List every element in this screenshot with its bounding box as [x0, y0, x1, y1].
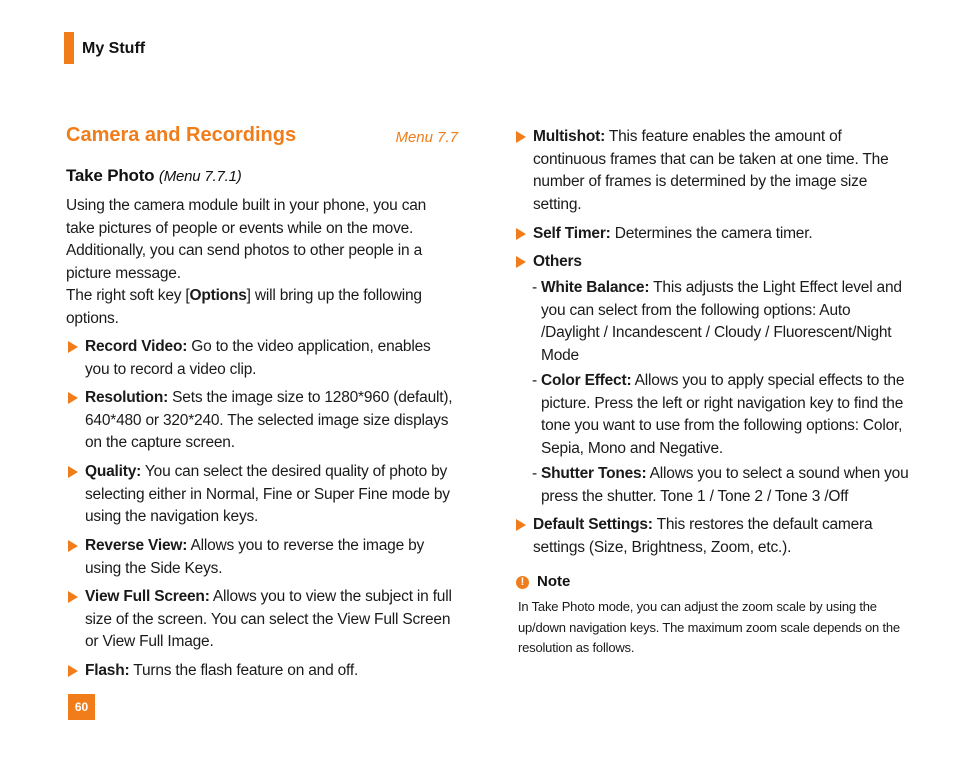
item-term: Record Video: [85, 338, 188, 355]
sub-list-item [532, 463, 912, 508]
triangle-bullet-icon [68, 392, 78, 404]
subsection-title [66, 166, 242, 186]
item-term: Self Timer: [533, 225, 611, 242]
note-text: In Take Photo mode, you can adjust the zoom scale by using the up/down navigation keys. The maximum zoom scale depends on the resolution as follows. [518, 599, 900, 655]
item-text: Sets the image size to 1280*960 (default), 640*480 or 320*240. The selected image size displays on the capture screen. [85, 389, 453, 451]
item-term: White Balance: [541, 279, 650, 296]
page-number: 60 [68, 694, 95, 720]
list-item [66, 586, 458, 654]
item-text: Allows you to apply special effects to the picture. Press the left or right navigation key to find the tone you want to use from the following options: Color, Sepia, Mono and Negative. [541, 372, 905, 457]
list-item [66, 660, 458, 683]
list-item [514, 514, 906, 559]
item-text: Allows you to select a sound when you press the shutter. Tone 1 / Tone 2 / Tone 3 /Off [541, 465, 909, 505]
list-item [514, 223, 906, 246]
list-item [66, 336, 458, 381]
triangle-bullet-icon [68, 591, 78, 603]
triangle-bullet-icon [516, 131, 526, 143]
item-text: This restores the default camera settings (Size, Brightness, Zoom, etc.). [533, 516, 873, 556]
subsection-menu: (Menu 7.7.1) [158, 168, 242, 185]
triangle-bullet-icon [68, 540, 78, 552]
list-item [66, 461, 458, 529]
item-term: Quality: [85, 463, 142, 480]
item-term: Others [533, 253, 582, 270]
list-item [66, 387, 458, 455]
exclamation-icon: ! [516, 576, 529, 589]
item-text: Allows you to reverse the image by using the Side Keys. [85, 537, 425, 577]
section-title: My Stuff [82, 40, 146, 57]
item-term: Multishot: [533, 128, 606, 145]
dash-marker: - [532, 465, 537, 482]
dash-marker: - [532, 279, 537, 296]
item-term: Flash: [85, 662, 130, 679]
section-marker [64, 32, 74, 64]
options-text-post: ] will bring up the following options. [66, 287, 422, 327]
item-text: This feature enables the amount of continuous frames that can be taken at one time. The number of frames is determined by the image size setting. [533, 128, 889, 213]
options-text-pre: The right soft key [ [66, 287, 190, 304]
item-text: Determines the camera timer. [610, 225, 813, 242]
page-title-text: Camera and Recordings [66, 124, 297, 146]
item-term: Resolution: [85, 389, 169, 406]
item-text: Turns the flash feature on and off. [129, 662, 359, 679]
triangle-bullet-icon [68, 665, 78, 677]
item-text: This adjusts the Light Effect level and you can select from the following options: Auto /Daylight / Incandescent / Cloudy / Fluorescent/Night Mode [541, 279, 902, 364]
subsection-title-text: Take Photo [66, 166, 155, 185]
page-title [66, 124, 458, 147]
intro-paragraph: Using the camera module built in your phone, you can take pictures of people or events while on the move. Additionally, you can send photos to other people in a picture message. [66, 197, 427, 282]
item-text: Go to the video application, enables you to record a video clip. [85, 338, 431, 378]
triangle-bullet-icon [516, 519, 526, 531]
menu-reference: Menu 7.7 [395, 129, 458, 146]
triangle-bullet-icon [516, 228, 526, 240]
item-term: Reverse View: [85, 537, 188, 554]
item-term: Shutter Tones: [541, 465, 647, 482]
triangle-bullet-icon [68, 466, 78, 478]
triangle-bullet-icon [68, 341, 78, 353]
sub-list-item [532, 370, 912, 460]
item-term: Default Settings: [533, 516, 653, 533]
triangle-bullet-icon [516, 256, 526, 268]
item-text: Allows you to view the subject in full size of the screen. You can select the View Full Screen or View Full Image. [85, 588, 452, 650]
sub-list-item [532, 277, 912, 367]
note-title: Note [537, 573, 571, 590]
dash-marker: - [532, 372, 537, 389]
item-text: You can select the desired quality of photo by selecting either in Normal, Fine or Super Fine mode by using the navigation keys. [85, 463, 450, 525]
list-item [514, 251, 906, 274]
options-paragraph [66, 285, 458, 330]
options-key-label: Options [189, 287, 247, 304]
list-item [514, 126, 906, 216]
item-term: View Full Screen: [85, 588, 210, 605]
note-heading [516, 573, 570, 590]
item-term: Color Effect: [541, 372, 632, 389]
list-item [66, 535, 458, 580]
